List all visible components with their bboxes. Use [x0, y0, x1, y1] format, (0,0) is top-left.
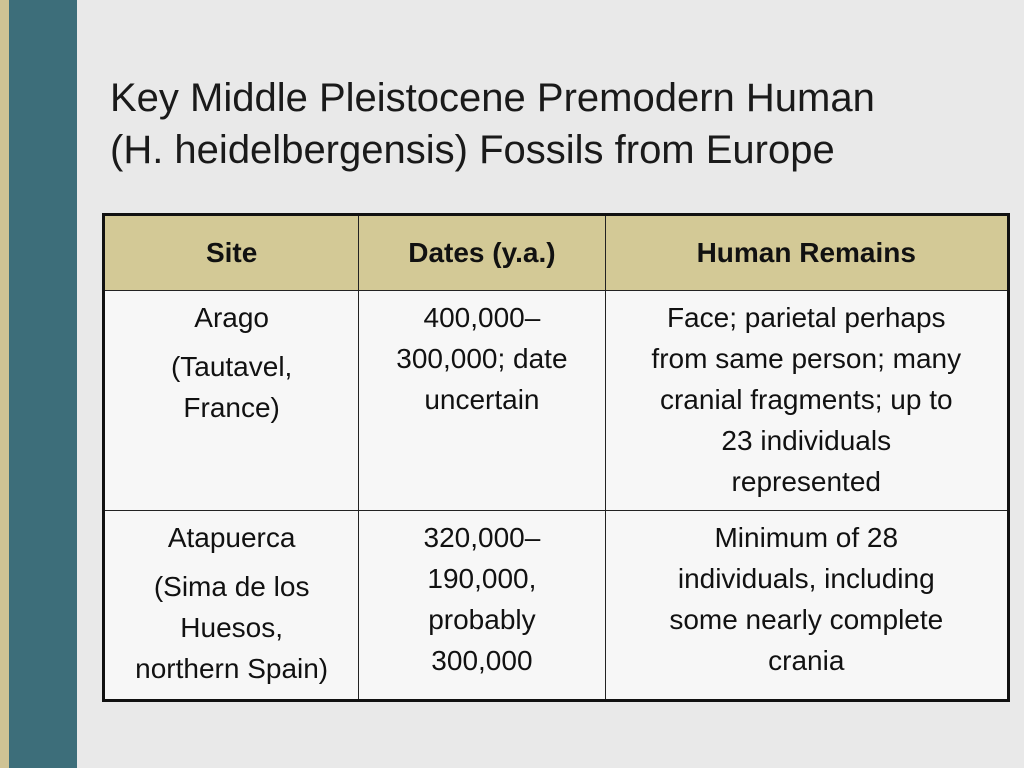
site-location: (Sima de los	[153, 571, 310, 602]
dates-line: 300,000	[431, 645, 533, 676]
remains-line: represented	[731, 466, 881, 497]
dates-line: 320,000–	[423, 522, 541, 553]
site-location: France)	[183, 392, 280, 423]
site-location: northern Spain)	[135, 653, 329, 684]
remains-line: crania	[768, 645, 845, 676]
header-human-remains: Human Remains	[605, 215, 1008, 291]
remains-line: individuals, including	[677, 563, 935, 594]
left-accent-bar-teal	[9, 0, 77, 768]
cell-dates	[359, 291, 605, 511]
table-header-row	[104, 215, 1009, 291]
remains-line: some nearly complete	[669, 604, 944, 635]
left-accent-bar-tan	[0, 0, 9, 768]
site-name: Atapuerca	[167, 522, 296, 553]
fossils-table	[102, 213, 1010, 702]
cell-remains	[605, 511, 1008, 701]
table-row	[104, 291, 1009, 511]
dates-line: uncertain	[424, 384, 540, 415]
header-dates: Dates (y.a.)	[359, 215, 605, 291]
remains-line: cranial fragments; up to	[659, 384, 953, 415]
table-row	[104, 511, 1009, 701]
dates-line: 190,000,	[427, 563, 537, 594]
remains-line: 23 individuals	[721, 425, 892, 456]
dates-line: 300,000; date	[396, 343, 568, 374]
cell-remains	[605, 291, 1008, 511]
slide-title	[110, 72, 1010, 176]
dates-line: 400,000–	[423, 302, 541, 333]
dates-line: probably	[428, 604, 536, 635]
cell-dates	[359, 511, 605, 701]
cell-site	[104, 511, 359, 701]
site-name: Arago	[194, 302, 269, 333]
remains-line: Minimum of 28	[714, 522, 899, 553]
remains-line: from same person; many	[651, 343, 962, 374]
remains-line: Face; parietal perhaps	[666, 302, 946, 333]
site-location: Huesos,	[180, 612, 283, 643]
title-line-2: (H. heidelbergensis) Fossils from Europe	[110, 128, 835, 172]
title-line-1: Key Middle Pleistocene Premodern Human	[110, 76, 875, 120]
cell-site	[104, 291, 359, 511]
site-location: (Tautavel,	[170, 351, 293, 382]
header-site: Site	[104, 215, 359, 291]
